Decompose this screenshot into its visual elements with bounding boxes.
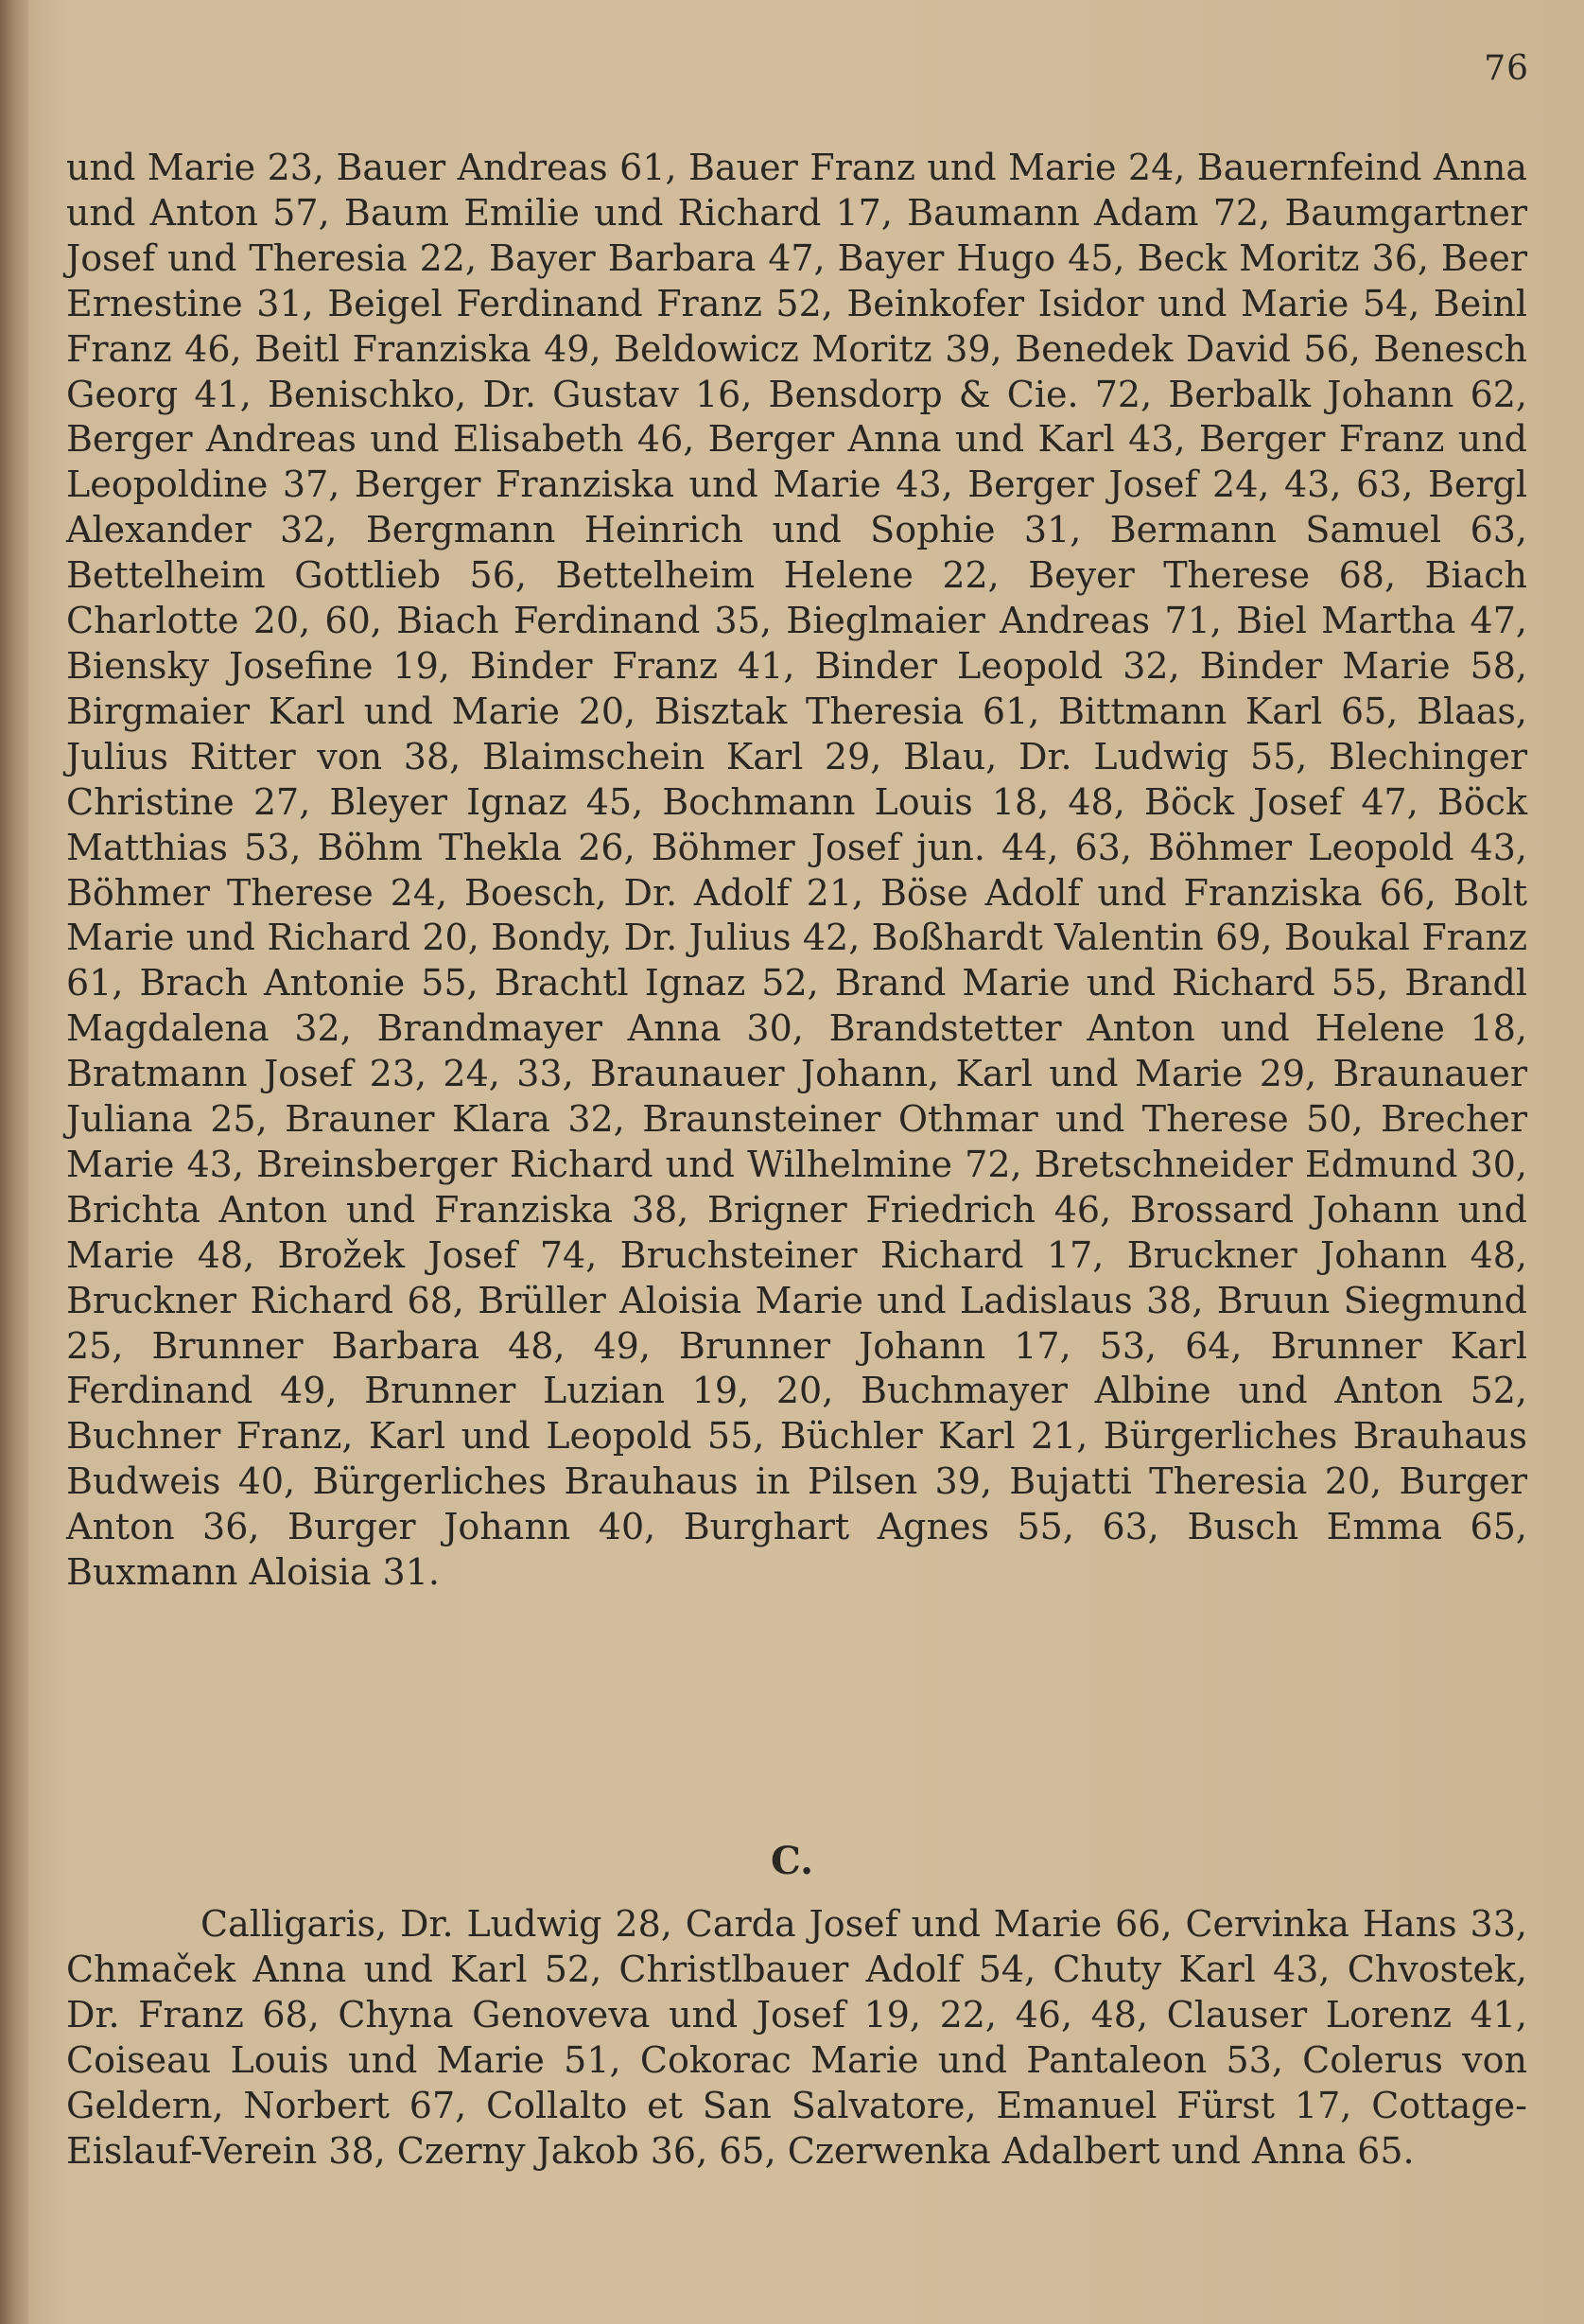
binding-edge (0, 0, 28, 2324)
section-heading-c: C. (770, 1839, 814, 1883)
page-number: 76 (1484, 49, 1529, 88)
index-entries-b: und Marie 23, Bauer Andreas 61, Bauer Franz und Marie 24, Bauernfeind Anna und Anton 57, Baum Emilie und Richard 17, Baumann Adam 72, Baumgartner Josef und Theresia 22, Bayer Barbara 47, Bayer Hugo 45, Beck Moritz 36, Beer Ernestine 31, Beigel Ferdinand Franz 52, Beinkofer Isidor und Marie 54, Beinl Franz 46, Beitl Franziska 49, Beldowicz Moritz 39, Benedek David 56, Benesch Georg 41, Benischko, Dr. Gustav 16, Bensdorp & Cie. 72, Berbalk Johann 62, Berger Andreas und Elisabeth 46, Berger Anna und Karl 43, Berger Franz und Leopoldine 37, Berger Franziska und Marie 43, Berger Josef 24, 43, 63, Bergl Alexander 32, Bergmann Heinrich und Sophie 31, Bermann Samuel 63, Bettelheim Gottlieb 56, Bettelheim Helene 22, Beyer Therese 68, Biach Charlotte 20, 60, Biach Ferdinand 35, Bieglmaier Andreas 71, Biel Martha 47, Biensky Josefine 19, Binder Franz 41, Binder Leopold 32, Binder Marie 58, Birgmaier Karl und Marie 20, Bisztak Theresia 61, Bittmann Karl 65, Blaas, Julius Ritter von 38, Blaimschein Karl 29, Blau, Dr. Ludwig 55, Blechinger Christine 27, Bleyer Ignaz 45, Bochmann Louis 18, 48, Böck Josef 47, Böck Matthias 53, Böhm Thekla 26, Böhmer Josef jun. 44, 63, Böhmer Leopold 43, Böhmer Therese 24, Boesch, Dr. Adolf 21, Böse Adolf und Franziska 66, Bolt Marie und Richard 20, Bondy, Dr. Julius 42, Boßhardt Valentin 69, Boukal Franz 61, Brach Antonie 55, Brachtl Ignaz 52, Brand Marie und Richard 55, Brandl Magdalena 32, Brandmayer Anna 30, Brandstetter Anton und Helene 18, Bratmann Josef 23, 24, 33, Braunauer Johann, Karl und Marie 29, Braunauer Juliana 25, Brauner Klara 32, Braunsteiner Othmar und Therese 50, Brecher Marie 43, Breinsberger Richard und Wilhelmine 72, Bretschneider Edmund 30, Brichta Anton und Franziska 38, Brigner Friedrich 46, Brossard Johann und Marie 48, Brožek Josef 74, Bruchsteiner Richard 17, Bruckner Johann 48, Bruckner Richard 68, Brüller Aloisia Marie und Ladislaus 38, Bruun Siegmund 25, Brunner Barbara 48, 49, Brunner Johann 17, 53, 64, Brunner Karl Ferdinand 49, Brunner Luzian 19, 20, Buchmayer Albine und Anton 52, Buchner Franz, Karl und Leopold 55, Büchler Karl 21, Bürgerliches Brauhaus Budweis 40, Bürgerliches Brauhaus in Pilsen 39, Bujatti Theresia 20, Burger Anton 36, Burger Johann 40, Burghart Agnes 55, 63, Busch Emma 65, Buxmann Aloisia 31. (66, 147, 1527, 1594)
index-entries-c: Calligaris, Dr. Ludwig 28, Carda Josef und Marie 66, Cervinka Hans 33, Chmaček Anna und Karl 52, Christlbauer Adolf 54, Chuty Karl 43, Chvostek, Dr. Franz 68, Chyna Genoveva und Josef 19, 22, 46, 48, Clauser Lorenz 41, Coiseau Louis und Marie 51, Cokorac Marie und Pantaleon 53, Colerus von Geldern, Norbert 67, Collalto et San Salvatore, Emanuel Fürst 17, Cottage-Eislauf-Verein 38, Czerny Jakob 36, 65, Czerwenka Adalbert und Anna 65. (66, 1903, 1527, 2172)
